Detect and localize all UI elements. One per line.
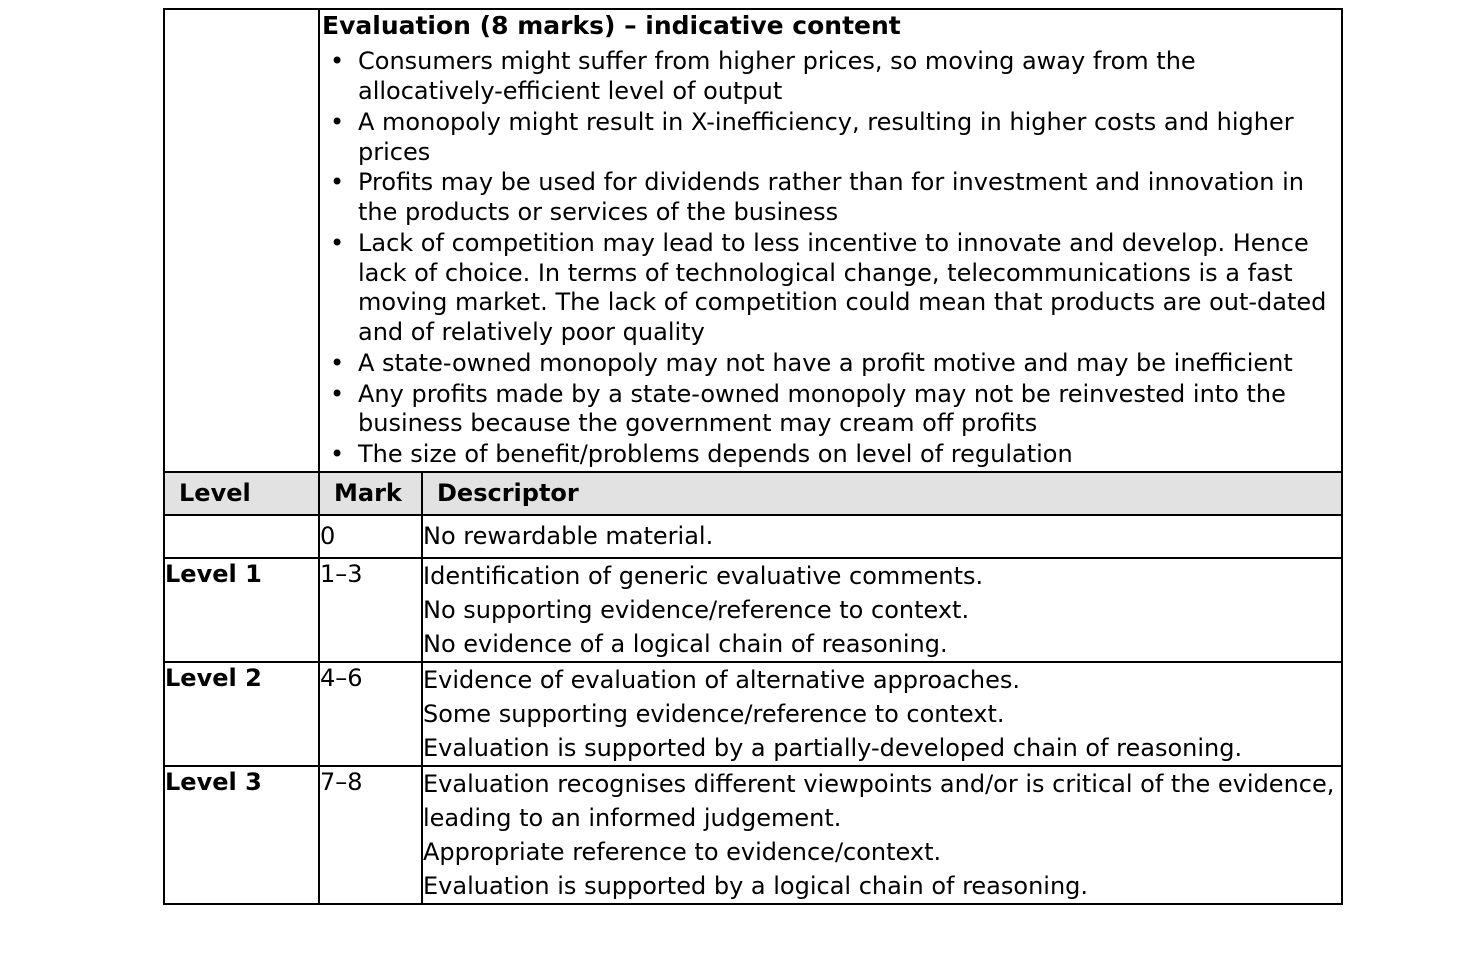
- descriptor-line: No supporting evidence/reference to context.: [423, 595, 970, 624]
- descriptor-line: No rewardable material.: [423, 521, 714, 550]
- cell-mark: 1–3: [319, 558, 422, 662]
- descriptor-line: Evaluation is supported by a partially-developed chain of reasoning.: [423, 733, 1243, 762]
- cell-level: Level 1: [164, 558, 319, 662]
- descriptor-line: Some supporting evidence/reference to context.: [423, 699, 1005, 728]
- list-item: • The size of benefit/problems depends on level of regulation: [358, 440, 1341, 470]
- list-item: • A state-owned monopoly may not have a profit motive and may be inefficient: [358, 349, 1341, 379]
- table-row: [164, 766, 1342, 904]
- cell-level: Level 2: [164, 662, 319, 766]
- cell-descriptor: [422, 558, 1342, 662]
- column-header-level: Level: [164, 472, 319, 515]
- cell-level: [164, 515, 319, 558]
- indicative-content-list: [320, 47, 1341, 470]
- list-item: • Any profits made by a state-owned monopoly may not be reinvested into the business because the government may cream off profits: [358, 380, 1341, 440]
- descriptor-line: Identification of generic evaluative comments.: [423, 561, 984, 590]
- indicative-content-row: [164, 9, 1342, 472]
- table-row: [164, 515, 1342, 558]
- cell-mark: 0: [319, 515, 422, 558]
- descriptor-line: Appropriate reference to evidence/context.: [423, 838, 942, 867]
- indicative-content-cell: [319, 9, 1342, 472]
- cell-descriptor: [422, 662, 1342, 766]
- list-item: • A monopoly might result in X-inefficiency, resulting in higher costs and higher prices: [358, 108, 1341, 168]
- indicative-content-title: Evaluation (8 marks) – indicative content: [322, 11, 901, 40]
- levels-table-header-row: [164, 472, 1342, 515]
- cell-descriptor: [422, 766, 1342, 904]
- list-item: • Lack of competition may lead to less incentive to innovate and develop. Hence lack of choice. In terms of technological change, telecommunications is a fast moving market. The lack of competition could mean that products are out-dated and of relatively poor quality: [358, 229, 1341, 348]
- descriptor-line: Evaluation recognises different viewpoints and/or is critical of the evidence, leading to an informed judgement.: [423, 770, 1335, 833]
- list-item: • Consumers might suffer from higher prices, so moving away from the allocatively-efficient level of output: [358, 47, 1341, 107]
- descriptor-line: Evaluation is supported by a logical chain of reasoning.: [423, 872, 1089, 901]
- mark-scheme-table: [163, 8, 1343, 905]
- cell-descriptor: [422, 515, 1342, 558]
- column-header-mark: Mark: [319, 472, 422, 515]
- cell-mark: 7–8: [319, 766, 422, 904]
- cell-level: Level 3: [164, 766, 319, 904]
- list-item: • Profits may be used for dividends rather than for investment and innovation in the products or services of the business: [358, 168, 1341, 228]
- cell-mark: 4–6: [319, 662, 422, 766]
- column-header-descriptor: Descriptor: [422, 472, 1342, 515]
- table-row: [164, 558, 1342, 662]
- descriptor-line: No evidence of a logical chain of reasoning.: [423, 629, 948, 658]
- descriptor-line: Evidence of evaluation of alternative approaches.: [423, 665, 1021, 694]
- table-row: [164, 662, 1342, 766]
- indicative-content-empty-cell: [164, 9, 319, 472]
